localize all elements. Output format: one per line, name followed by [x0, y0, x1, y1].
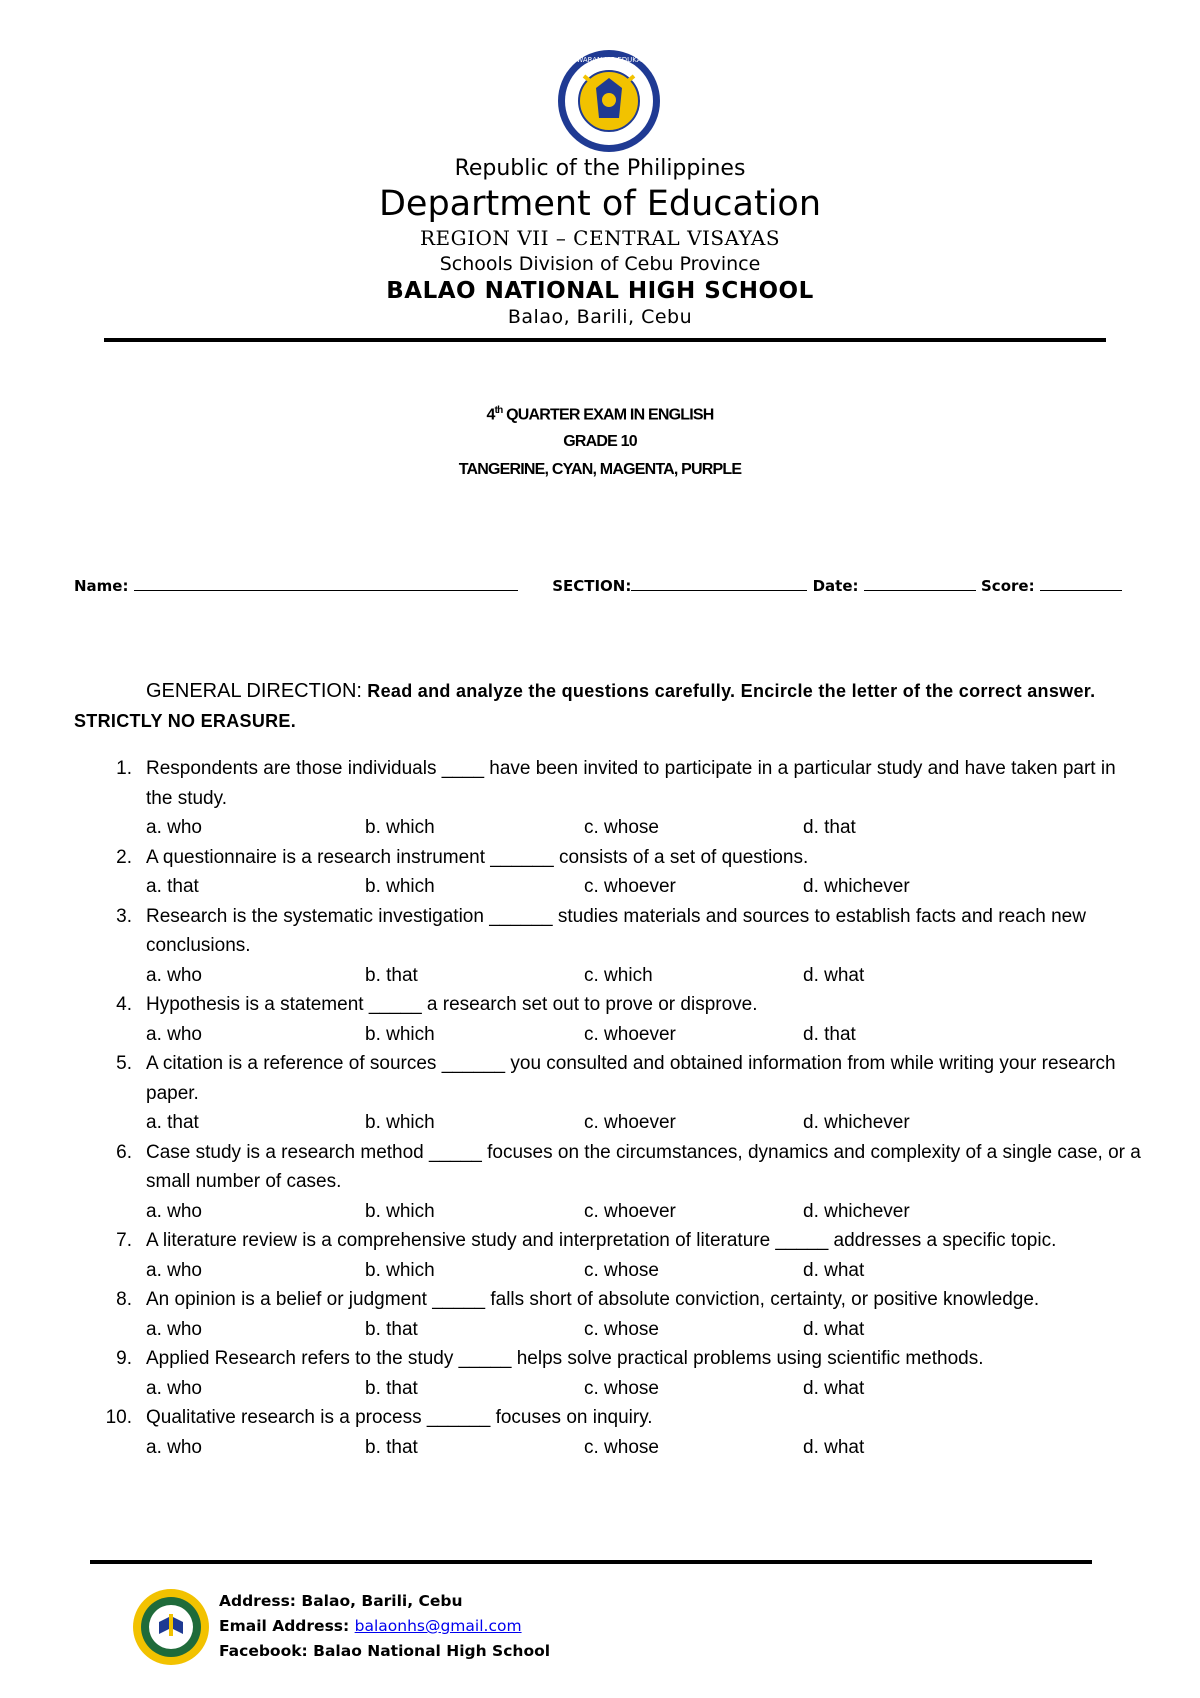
division-heading: Schools Division of Cebu Province [439, 253, 761, 275]
answer-option-c[interactable]: c. whose [584, 1377, 659, 1399]
answer-option-b[interactable]: b. which [365, 817, 435, 838]
question-item [104, 1344, 1144, 1403]
answer-option-a[interactable]: a. who [146, 1377, 202, 1399]
answer-option-a[interactable]: a. who [146, 964, 202, 986]
facebook-value: Balao National High School [307, 1642, 551, 1660]
answer-option-d[interactable]: d. that [803, 817, 856, 838]
answer-option-d[interactable]: d. that [803, 1023, 856, 1045]
question-number: 7. [116, 1230, 132, 1251]
answer-option-b[interactable]: b. which [365, 1023, 435, 1045]
question-list [104, 754, 1144, 1462]
email-label: Email Address: [219, 1617, 350, 1635]
answer-option-b[interactable]: b. which [365, 1259, 435, 1281]
school-logo [132, 1588, 210, 1666]
answer-option-c[interactable]: c. whose [584, 1436, 659, 1458]
address-label: Address: [219, 1592, 296, 1610]
answer-option-d[interactable]: d. what [803, 964, 865, 986]
question-item [104, 990, 1144, 1049]
answer-option-a[interactable]: a. that [146, 876, 199, 897]
footer-divider [90, 1560, 1092, 1564]
school-name: BALAO NATIONAL HIGH SCHOOL [386, 278, 814, 304]
question-item [104, 1138, 1144, 1227]
email-link[interactable]: balaonhs@gmail.com [354, 1617, 522, 1635]
question-number: 1. [116, 758, 132, 779]
question-number: 3. [116, 905, 132, 927]
answer-option-b[interactable]: b. that [365, 964, 418, 986]
question-number: 9. [116, 1348, 132, 1369]
answer-option-b[interactable]: b. which [365, 1112, 435, 1133]
answer-options [146, 1315, 1144, 1345]
question-item [104, 1226, 1144, 1285]
direction-lead: GENERAL DIRECTION: [146, 680, 362, 702]
student-info-fields [74, 576, 1122, 595]
answer-option-a[interactable]: a. who [146, 1023, 202, 1045]
question-text: A questionnaire is a research instrument ______ consists of a set of questions. [146, 846, 809, 868]
department-heading: Department of Education [378, 184, 822, 224]
question-text: Case study is a research method _____ focuses on the circumstances, dynamics and complexity of a single case, or a small number of cases. [146, 1141, 1141, 1192]
answer-option-a[interactable]: a. who [146, 1200, 202, 1222]
answer-options [146, 1374, 1144, 1404]
question-text: Respondents are those individuals ____ have been invited to participate in a particular study and have taken part in the study. [146, 758, 1116, 809]
question-item [104, 754, 1144, 843]
exam-grade: GRADE 10 [563, 433, 637, 450]
question-text: Research is the systematic investigation ______ studies materials and sources to establish facts and reach new conclusions. [146, 905, 1086, 956]
footer-address [219, 1589, 550, 1614]
answer-options [146, 1256, 1144, 1286]
answer-option-a[interactable]: a. that [146, 1112, 199, 1133]
answer-options [146, 1108, 1144, 1138]
score-label: Score: [981, 577, 1035, 595]
question-item [104, 1285, 1144, 1344]
section-field[interactable] [631, 576, 807, 591]
answer-option-d[interactable]: d. whichever [803, 1112, 910, 1133]
answer-option-b[interactable]: b. that [365, 1318, 418, 1340]
footer-contact [219, 1589, 550, 1664]
answer-option-d[interactable]: d. whichever [803, 876, 910, 897]
answer-options [146, 872, 1144, 902]
name-label: Name: [74, 577, 129, 595]
question-item [104, 1049, 1144, 1138]
exam-sections: TANGERINE, CYAN, MAGENTA, PURPLE [458, 461, 742, 478]
question-item [104, 902, 1144, 991]
question-text: Applied Research refers to the study _____ helps solve practical problems using scientific methods. [146, 1348, 984, 1369]
footer-facebook [219, 1639, 550, 1664]
question-number: 4. [116, 994, 132, 1015]
answer-option-a[interactable]: a. who [146, 1259, 202, 1281]
header-divider [104, 338, 1106, 342]
general-direction [74, 676, 1134, 736]
footer-email [219, 1614, 550, 1639]
quarter-suffix: th [494, 405, 503, 416]
question-text: Qualitative research is a process ______ focuses on inquiry. [146, 1407, 653, 1428]
answer-option-b[interactable]: b. that [365, 1436, 418, 1458]
answer-option-d[interactable]: d. whichever [803, 1200, 910, 1222]
address-value: Balao, Barili, Cebu [296, 1592, 463, 1610]
answer-option-c[interactable]: c. whoever [584, 1200, 676, 1222]
answer-options [146, 961, 1144, 991]
answer-option-c[interactable]: c. whose [584, 1318, 659, 1340]
answer-option-c[interactable]: c. whose [584, 817, 659, 838]
deped-seal-logo [556, 48, 662, 154]
answer-option-a[interactable]: a. who [146, 1436, 202, 1458]
answer-option-d[interactable]: d. what [803, 1259, 865, 1281]
question-item [104, 1403, 1144, 1462]
answer-option-c[interactable]: c. which [584, 964, 653, 986]
question-number: 6. [116, 1141, 132, 1163]
answer-option-a[interactable]: a. who [146, 817, 202, 838]
answer-option-d[interactable]: d. what [803, 1377, 865, 1399]
answer-option-c[interactable]: c. whoever [584, 1023, 676, 1045]
question-number: 10. [105, 1407, 132, 1428]
section-label: SECTION: [552, 577, 632, 595]
exam-title [0, 405, 1200, 424]
answer-option-d[interactable]: d. what [803, 1318, 865, 1340]
answer-option-c[interactable]: c. whoever [584, 1112, 676, 1133]
question-item [104, 843, 1144, 902]
region-heading: REGION VII – CENTRAL VISAYAS [419, 226, 781, 250]
date-field[interactable] [864, 576, 976, 591]
answer-option-c[interactable]: c. whose [584, 1259, 659, 1281]
question-number: 2. [116, 846, 132, 868]
answer-option-b[interactable]: b. that [365, 1377, 418, 1399]
school-location: Balao, Barili, Cebu [507, 306, 693, 328]
question-text: A literature review is a comprehensive study and interpretation of literature _____ addresses a specific topic. [146, 1230, 1057, 1251]
republic-heading: Republic of the Philippines [454, 156, 746, 181]
answer-option-c[interactable]: c. whoever [584, 876, 676, 897]
answer-option-a[interactable]: a. who [146, 1318, 202, 1340]
direction-text: Read and analyze the questions carefully. Encircle the letter of the correct answer. STRICTLY NO ERASURE. [74, 681, 1096, 731]
answer-options [146, 813, 1144, 843]
svg-text:KAGAWARAN NG EDUKASYON: KAGAWARAN NG EDUKASYON [557, 56, 661, 64]
answer-option-d[interactable]: d. what [803, 1436, 865, 1458]
date-label: Date: [812, 577, 859, 595]
question-number: 5. [116, 1053, 132, 1074]
question-number: 8. [116, 1289, 132, 1310]
answer-options [146, 1433, 1144, 1463]
answer-options [146, 1020, 1144, 1050]
quarter-number: 4 [486, 406, 495, 424]
answer-option-b[interactable]: b. which [365, 1200, 435, 1222]
question-text: A citation is a reference of sources ______ you consulted and obtained information from while writing your research paper. [146, 1053, 1116, 1104]
score-field[interactable] [1040, 576, 1122, 591]
answer-options [146, 1197, 1144, 1227]
facebook-label: Facebook: [219, 1642, 308, 1660]
question-text: Hypothesis is a statement _____ a research set out to prove or disprove. [146, 994, 758, 1015]
question-text: An opinion is a belief or judgment _____ falls short of absolute conviction, certainty, or positive knowledge. [146, 1289, 1040, 1310]
exam-title-text: QUARTER EXAM IN ENGLISH [502, 406, 714, 424]
name-field[interactable] [134, 576, 518, 591]
answer-option-b[interactable]: b. which [365, 876, 435, 897]
